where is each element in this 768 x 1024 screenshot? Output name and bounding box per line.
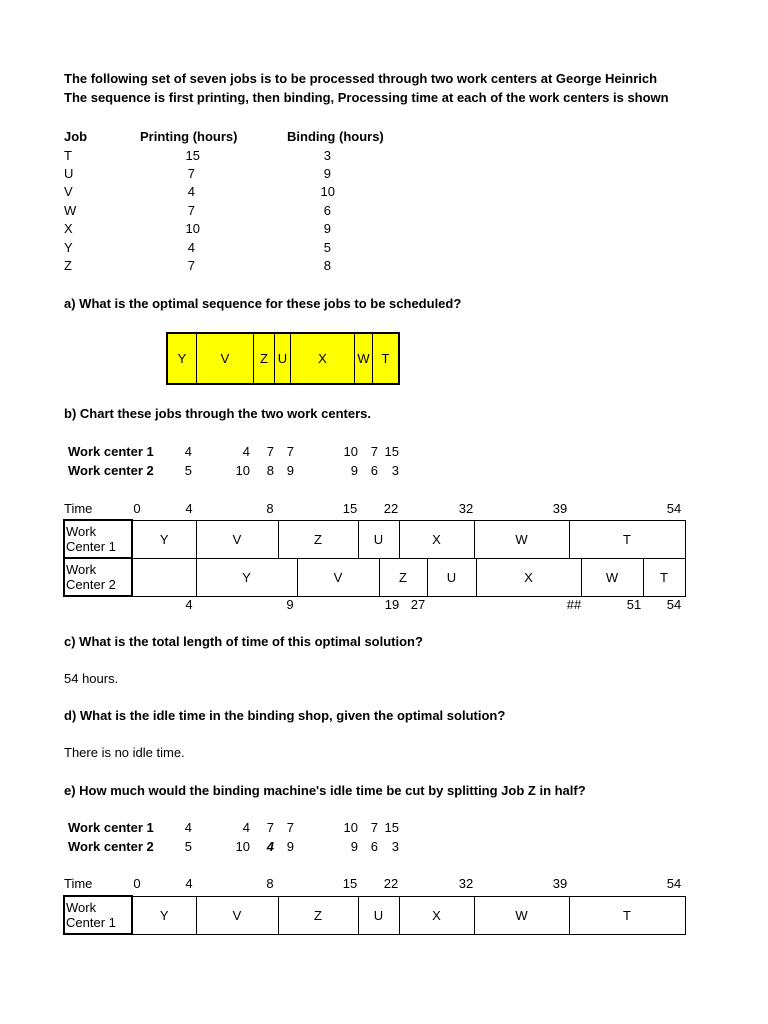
wc2-value: 9	[286, 839, 294, 854]
answer-c: 54 hours.	[64, 671, 119, 686]
gantt-cell: X	[399, 520, 474, 558]
time-tick: 0	[133, 876, 141, 891]
time-tick: 8	[266, 876, 274, 891]
sequence-cell: X	[290, 334, 354, 383]
wc1-value: 10	[343, 444, 358, 459]
gantt-cell: U	[358, 896, 399, 934]
question-b: b) Chart these jobs through the two work centers.	[64, 406, 371, 421]
wc1-value: 4	[184, 444, 192, 459]
gantt-cell: W	[474, 520, 569, 558]
wc1-value: 4	[242, 444, 250, 459]
wc2-value: 9	[350, 839, 358, 854]
binding-cell: 8	[323, 258, 331, 273]
intro-line-2: The sequence is first printing, then binding, Processing time at each of the work centers is shown	[64, 90, 669, 105]
printing-cell: 10	[185, 221, 200, 236]
work-center-1-label: Work center 1	[68, 444, 154, 459]
gantt-cell: Y	[132, 520, 196, 558]
wc2-value: 6	[370, 839, 378, 854]
wc1-value: 10	[343, 820, 358, 835]
time-tick: 39	[552, 876, 568, 891]
time-tick: 4	[185, 501, 193, 516]
sequence-cell: Y	[177, 351, 187, 366]
time-label: Time	[64, 501, 93, 516]
gantt-cell: Z	[278, 520, 358, 558]
bottom-tick: 4	[185, 597, 193, 612]
wc1-value: 7	[266, 820, 274, 835]
binding-cell: 3	[323, 148, 331, 163]
job-cell: Z	[64, 258, 72, 273]
gantt-cell: X	[476, 558, 581, 596]
header-job: Job	[64, 129, 88, 144]
gantt-row-work-center-1	[64, 520, 685, 558]
printing-cell: 15	[185, 148, 200, 163]
wc2-value: 9	[350, 463, 358, 478]
binding-cell: 6	[323, 203, 331, 218]
time-tick: 4	[185, 876, 193, 891]
wc1-value: 7	[266, 444, 274, 459]
time-tick: 54	[666, 501, 682, 516]
work-center-1-label: Work center 1	[68, 820, 154, 835]
printing-cell: 4	[187, 240, 195, 255]
wc1-value: 4	[242, 820, 250, 835]
gantt-chart-b	[63, 519, 686, 559]
gantt-cell: T	[569, 520, 685, 558]
gantt-cell: Z	[278, 896, 358, 934]
gantt-row-label: Work Center 2	[64, 558, 132, 596]
wc2-value: 6	[370, 463, 378, 478]
gantt-cell: Z	[379, 558, 427, 596]
gantt-cell: W	[581, 558, 643, 596]
sequence-cell: U	[274, 334, 290, 383]
gantt-cell: U	[358, 520, 399, 558]
time-tick: 32	[458, 501, 474, 516]
printing-cell: 7	[187, 203, 195, 218]
job-cell: T	[64, 148, 72, 163]
time-tick: 15	[342, 876, 358, 891]
wc1-value: 15	[384, 820, 399, 835]
bottom-tick: 54	[666, 597, 682, 612]
time-tick: 39	[552, 501, 568, 516]
wc2-value: 5	[184, 839, 192, 854]
bottom-tick: 27	[410, 597, 426, 612]
gantt-cell	[132, 558, 196, 596]
job-cell: Y	[64, 240, 73, 255]
bottom-tick: ##	[566, 597, 582, 612]
gantt-cell: T	[643, 558, 685, 596]
sequence-cell: W	[354, 334, 372, 383]
wc2-value: 3	[391, 463, 399, 478]
header-printing: Printing (hours)	[140, 129, 238, 144]
gantt-row-label: Work Center 1	[64, 896, 132, 934]
sequence-cell: V	[196, 334, 253, 383]
gantt-cell: Y	[196, 558, 297, 596]
question-a: a) What is the optimal sequence for these jobs to be scheduled?	[64, 296, 462, 311]
time-label: Time	[64, 876, 93, 891]
question-e: e) How much would the binding machine's idle time be cut by splitting Job Z in half?	[64, 783, 586, 798]
time-tick: 8	[266, 501, 274, 516]
printing-cell: 7	[187, 166, 195, 181]
gantt-cell: U	[427, 558, 476, 596]
time-tick: 0	[133, 501, 141, 516]
gantt-cell: X	[399, 896, 474, 934]
time-tick: 22	[383, 876, 399, 891]
wc1-value: 4	[184, 820, 192, 835]
binding-cell: 10	[320, 184, 335, 199]
job-cell: V	[64, 184, 73, 199]
time-tick: 15	[342, 501, 358, 516]
gantt-row-work-center-1	[64, 896, 685, 934]
wc1-value: 7	[370, 444, 378, 459]
bottom-tick: 51	[626, 597, 642, 612]
gantt-cell: V	[196, 896, 278, 934]
wc1-value: 15	[384, 444, 399, 459]
answer-d: There is no idle time.	[64, 745, 185, 760]
gantt-cell: Y	[132, 896, 196, 934]
time-tick: 54	[666, 876, 682, 891]
gantt-chart-e	[63, 895, 686, 935]
question-d: d) What is the idle time in the binding shop, given the optimal solution?	[64, 708, 506, 723]
intro-line-1: The following set of seven jobs is to be processed through two work centers at George Heinrich	[64, 71, 658, 86]
wc2-value: 3	[391, 839, 399, 854]
work-center-2-label: Work center 2	[68, 839, 154, 854]
gantt-cell: W	[474, 896, 569, 934]
binding-cell: 9	[323, 166, 331, 181]
bottom-tick: 19	[384, 597, 400, 612]
gantt-chart-b-row-2	[63, 557, 686, 597]
printing-cell: 7	[187, 258, 195, 273]
gantt-row-label: Work Center 1	[64, 520, 132, 558]
gantt-cell: V	[297, 558, 379, 596]
wc2-value: 5	[184, 463, 192, 478]
wc1-value: 7	[286, 820, 294, 835]
time-tick: 22	[383, 501, 399, 516]
gantt-cell: V	[196, 520, 278, 558]
wc2-value-split: 4	[266, 839, 274, 854]
sequence-cell: T	[372, 334, 398, 383]
question-c: c) What is the total length of time of this optimal solution?	[64, 634, 423, 649]
wc2-value: 8	[266, 463, 274, 478]
wc2-value: 9	[286, 463, 294, 478]
wc1-value: 7	[286, 444, 294, 459]
sequence-cell: Z	[253, 334, 274, 383]
time-tick: 32	[458, 876, 474, 891]
optimal-sequence-box	[166, 332, 400, 385]
wc2-value: 10	[235, 463, 250, 478]
printing-cell: 4	[187, 184, 195, 199]
job-cell: W	[64, 203, 77, 218]
gantt-row-work-center-2	[64, 558, 685, 596]
wc1-value: 7	[370, 820, 378, 835]
bottom-tick: 9	[286, 597, 294, 612]
job-cell: U	[64, 166, 74, 181]
work-center-2-label: Work center 2	[68, 463, 154, 478]
job-cell: X	[64, 221, 73, 236]
wc2-value: 10	[235, 839, 250, 854]
binding-cell: 5	[323, 240, 331, 255]
binding-cell: 9	[323, 221, 331, 236]
header-binding: Binding (hours)	[287, 129, 384, 144]
gantt-cell: T	[569, 896, 685, 934]
